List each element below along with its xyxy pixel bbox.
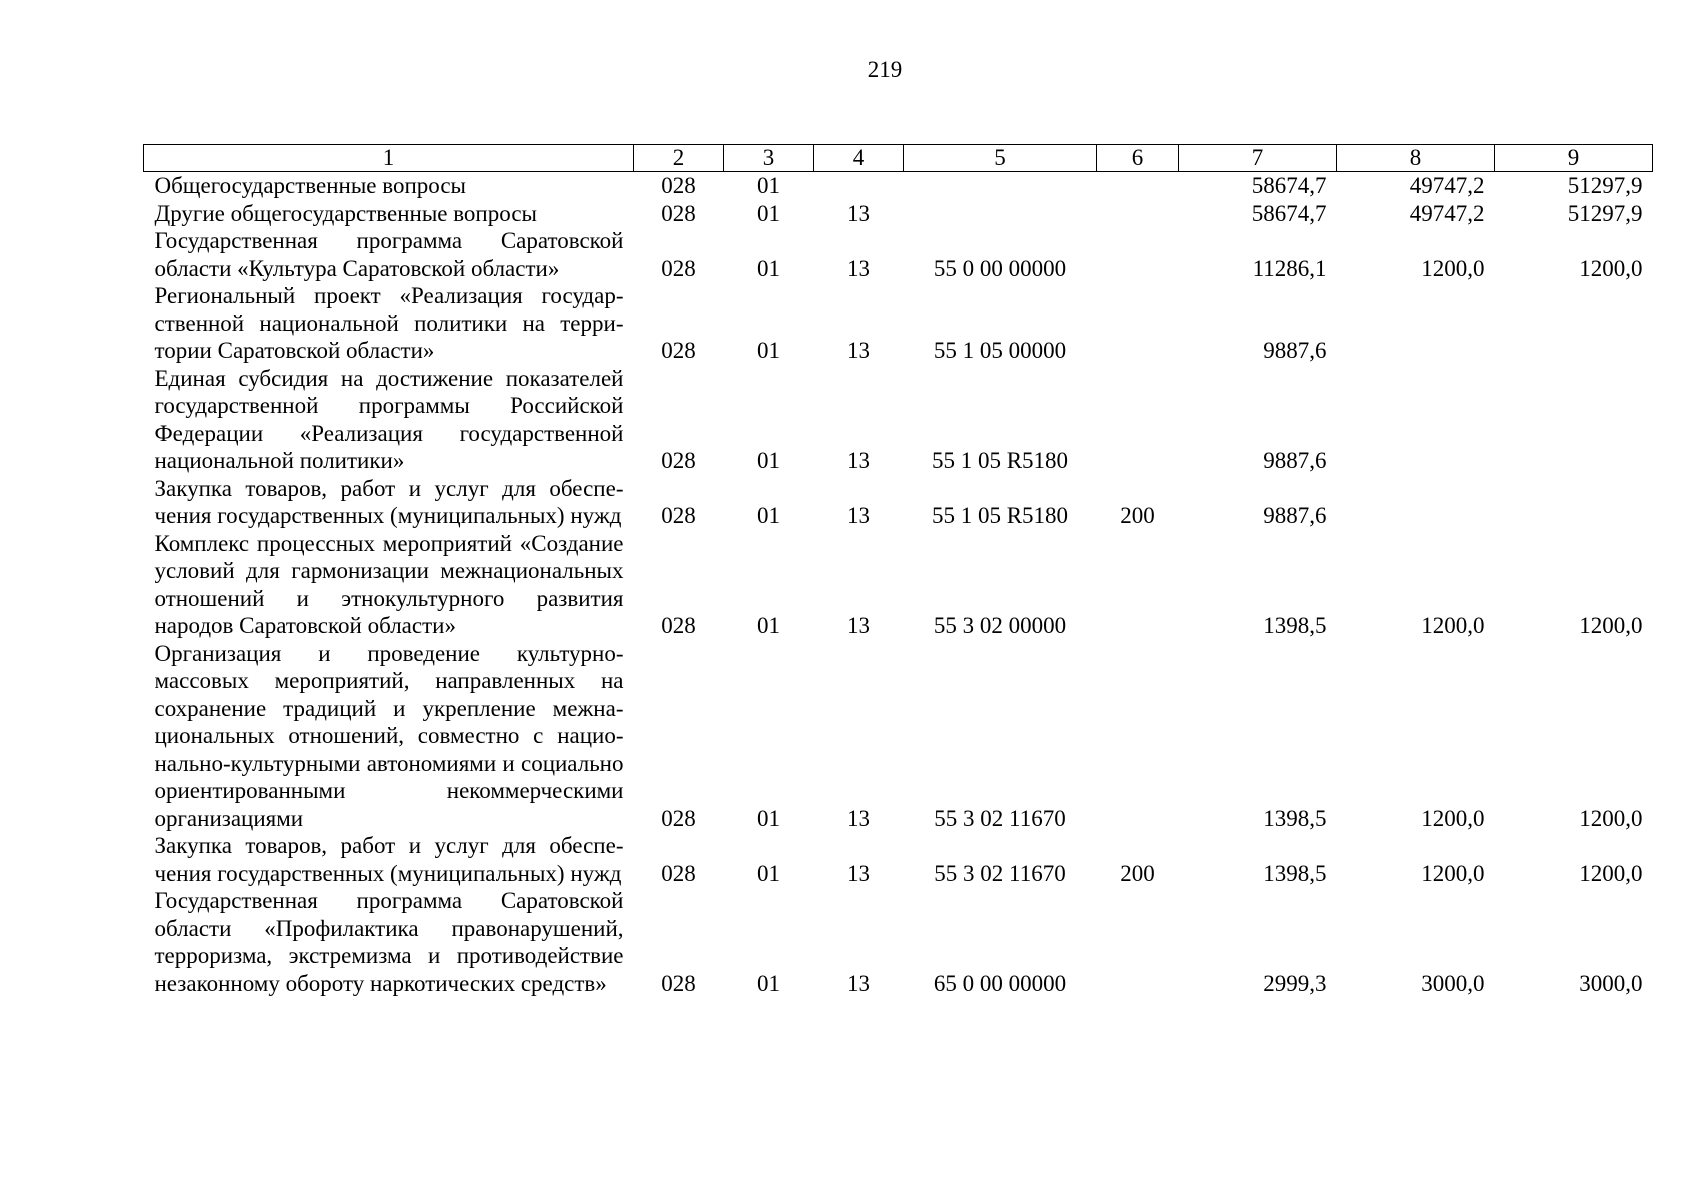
column-header-4: 4 [814, 145, 904, 172]
budget-table [143, 144, 1653, 997]
row-name: Закупка товаров, работ и услуг для обеспечения государственных (муниципальных) нужд [154, 833, 624, 886]
row-subsection: 13 [847, 200, 870, 226]
row-amount-col8: 1200,0 [1421, 805, 1485, 831]
table-row [144, 475, 1653, 530]
row-admin-code: 028 [661, 200, 696, 226]
table-row [144, 282, 1653, 365]
row-amount-col7: 1398,5 [1263, 613, 1327, 638]
row-target-article: 55 1 05 R5180 [931, 448, 1069, 473]
table-row [144, 200, 1653, 228]
row-admin-code: 028 [661, 503, 696, 528]
row-expense-type [1097, 200, 1179, 228]
row-section: 01 [757, 200, 780, 226]
row-amount-col8: 1200,0 [1421, 255, 1485, 281]
column-header-7: 7 [1179, 145, 1337, 172]
table-row [144, 172, 1653, 200]
table-row [144, 365, 1653, 475]
row-admin-code: 028 [661, 970, 696, 996]
row-subsection: 13 [847, 338, 870, 363]
row-expense-type: 200 [1120, 860, 1155, 886]
row-amount-col9: 51297,9 [1567, 173, 1643, 198]
row-amount-col8: 1200,0 [1421, 613, 1485, 638]
table-row [144, 887, 1653, 997]
row-section: 01 [757, 173, 780, 198]
row-subsection: 13 [847, 970, 870, 996]
row-target-article: 55 1 05 00000 [933, 338, 1067, 363]
table-row [144, 227, 1653, 282]
row-amount-col9: 3000,0 [1579, 970, 1643, 996]
row-admin-code: 028 [661, 613, 696, 638]
row-amount-col9: 51297,9 [1567, 200, 1643, 226]
row-amount-col8: 3000,0 [1421, 970, 1485, 996]
row-target-article: 55 3 02 11670 [934, 805, 1066, 831]
row-amount-col7: 9887,6 [1263, 503, 1327, 528]
row-admin-code: 028 [661, 448, 696, 473]
row-section: 01 [757, 613, 780, 638]
row-name: Единая субсидия на достижение показателей государственной программы Российской Федерации «Реализация государственной национальной политики» [154, 365, 624, 473]
row-target-article: 65 0 00 00000 [933, 970, 1067, 996]
row-section: 01 [757, 255, 780, 281]
row-name: Государственная программа Саратовской области «Профилактика правонарушений, терроризма, экстремизма и противодействие незаконному обороту наркотических средств» [154, 888, 624, 996]
row-subsection: 13 [847, 503, 870, 528]
column-header-3: 3 [724, 145, 814, 172]
row-amount-col7: 9887,6 [1263, 448, 1327, 473]
row-amount-col7: 1398,5 [1263, 860, 1327, 886]
row-section: 01 [757, 503, 780, 528]
row-subsection [814, 172, 904, 200]
row-admin-code: 028 [661, 338, 696, 363]
row-amount-col7: 58674,7 [1251, 173, 1327, 198]
row-subsection: 13 [847, 613, 870, 638]
table-row [144, 640, 1653, 833]
row-expense-type [1097, 640, 1179, 833]
row-admin-code: 028 [661, 860, 696, 886]
row-section: 01 [757, 970, 780, 996]
row-name: Другие общегосударственные вопросы [154, 200, 537, 226]
row-expense-type [1097, 530, 1179, 640]
row-amount-col9: 1200,0 [1579, 805, 1643, 831]
row-name: Закупка товаров, работ и услуг для обеспечения государственных (муниципальных) нужд [154, 475, 624, 528]
row-admin-code: 028 [661, 255, 696, 281]
row-subsection: 13 [847, 255, 870, 281]
row-amount-col8 [1337, 365, 1495, 475]
row-section: 01 [757, 805, 780, 831]
row-subsection: 13 [847, 448, 870, 473]
table-row [144, 832, 1653, 887]
page-number: 219 [867, 57, 903, 82]
row-target-article [904, 172, 1097, 200]
row-amount-col7: 58674,7 [1251, 200, 1327, 226]
table-header [144, 145, 1653, 172]
row-expense-type [1097, 365, 1179, 475]
row-amount-col9: 1200,0 [1579, 255, 1643, 281]
row-name: Организация и проведение культурно-массовых мероприятий, направленных на сохранение традиций и укрепление межнациональных отношений, совместно с национально-культурными автономиями и социально ориентированными некоммерческими организациями [154, 640, 624, 831]
row-amount-col7: 2999,3 [1263, 970, 1327, 996]
row-name: Комплекс процессных мероприятий «Создание условий для гармонизации межнациональных отношений и этнокультурного развития народов Саратовской области» [154, 530, 624, 638]
row-name: Региональный проект «Реализация государственной национальной политики на территории Саратовской области» [154, 283, 624, 363]
row-amount-col9 [1495, 365, 1653, 475]
row-target-article [904, 200, 1097, 228]
table-body [144, 172, 1653, 998]
column-header-9: 9 [1495, 145, 1653, 172]
row-amount-col8 [1337, 475, 1495, 530]
row-amount-col7: 9887,6 [1263, 338, 1327, 363]
row-amount-col7: 11286,1 [1252, 255, 1327, 281]
column-header-6: 6 [1097, 145, 1179, 172]
row-target-article: 55 0 00 00000 [933, 255, 1067, 281]
row-amount-col8: 1200,0 [1421, 860, 1485, 886]
row-expense-type [1097, 227, 1179, 282]
row-amount-col9: 1200,0 [1579, 613, 1643, 638]
row-amount-col8: 49747,2 [1409, 173, 1485, 198]
row-name: Государственная программа Саратовской области «Культура Саратовской области» [154, 228, 624, 281]
row-expense-type [1097, 282, 1179, 365]
row-section: 01 [757, 338, 780, 363]
row-amount-col9 [1495, 475, 1653, 530]
row-expense-type: 200 [1120, 503, 1155, 528]
column-header-8: 8 [1337, 145, 1495, 172]
column-header-2: 2 [634, 145, 724, 172]
row-target-article: 55 3 02 11670 [934, 860, 1066, 886]
row-name: Общегосударственные вопросы [154, 173, 466, 198]
row-admin-code: 028 [661, 173, 696, 198]
row-section: 01 [757, 448, 780, 473]
row-section: 01 [757, 860, 780, 886]
row-expense-type [1097, 172, 1179, 200]
table-row [144, 530, 1653, 640]
column-header-5: 5 [904, 145, 1097, 172]
row-amount-col8 [1337, 282, 1495, 365]
row-expense-type [1097, 887, 1179, 997]
row-admin-code: 028 [661, 805, 696, 831]
column-header-1: 1 [144, 145, 634, 172]
row-subsection: 13 [847, 805, 870, 831]
row-amount-col7: 1398,5 [1263, 805, 1327, 831]
row-amount-col9 [1495, 282, 1653, 365]
row-amount-col8: 49747,2 [1409, 200, 1485, 226]
row-target-article: 55 1 05 R5180 [931, 503, 1069, 528]
row-amount-col9: 1200,0 [1579, 860, 1643, 886]
header-row [144, 145, 1653, 172]
row-subsection: 13 [847, 860, 870, 886]
row-target-article: 55 3 02 00000 [933, 613, 1067, 638]
